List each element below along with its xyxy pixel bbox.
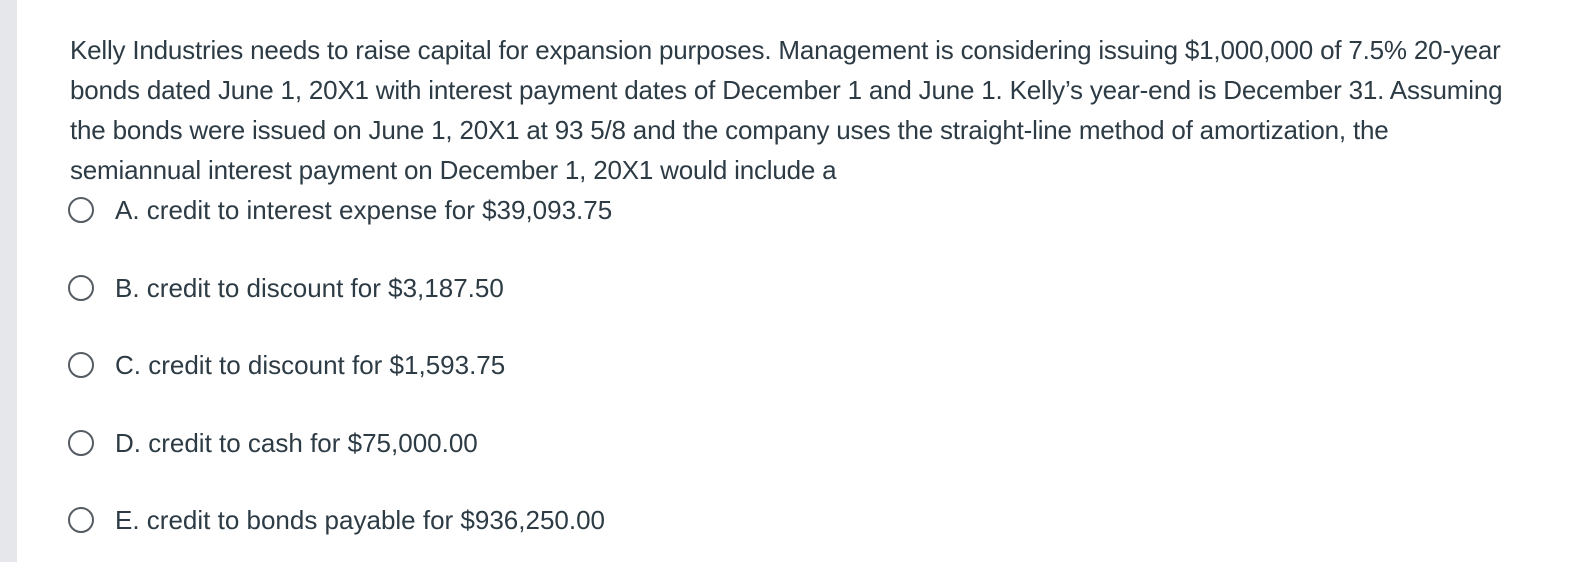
answer-option-label: D. credit to cash for $75,000.00 <box>115 427 478 458</box>
radio-button-e[interactable] <box>68 507 94 533</box>
left-rail-divider <box>0 0 17 562</box>
answer-option-label: E. credit to bonds payable for $936,250.00 <box>115 505 606 535</box>
radio-button-a[interactable] <box>68 197 94 223</box>
answer-option-label: A. credit to interest expense for $39,093.75 <box>115 195 613 225</box>
answer-option-d[interactable] <box>68 423 1268 463</box>
answer-option-c[interactable] <box>68 345 1268 385</box>
answer-option-label: C. credit to discount for $1,593.75 <box>115 350 506 380</box>
answer-option-a[interactable] <box>68 190 1268 230</box>
radio-button-b[interactable] <box>68 275 94 301</box>
answer-option-label: B. credit to discount for $3,187.50 <box>115 272 504 303</box>
question-text: Kelly Industries needs to raise capital for expansion purposes. Management is considering issuing $1,000,000 of 7.5% 20-year bonds dated June 1, 20X1 with interest payment dates of December 1 and June 1. Kelly’s year-end is December 31. Assuming the bonds were issued on June 1, 20X1 at 93 5/8 and the company uses the straight-line method of amortization, the semiannual interest payment on December 1, 20X1 would include a <box>70 35 1503 185</box>
radio-button-c[interactable] <box>68 352 94 378</box>
answer-option-e[interactable] <box>68 500 1268 540</box>
answer-option-b[interactable] <box>68 268 1268 308</box>
answer-options <box>68 190 1268 562</box>
radio-button-d[interactable] <box>68 430 94 456</box>
